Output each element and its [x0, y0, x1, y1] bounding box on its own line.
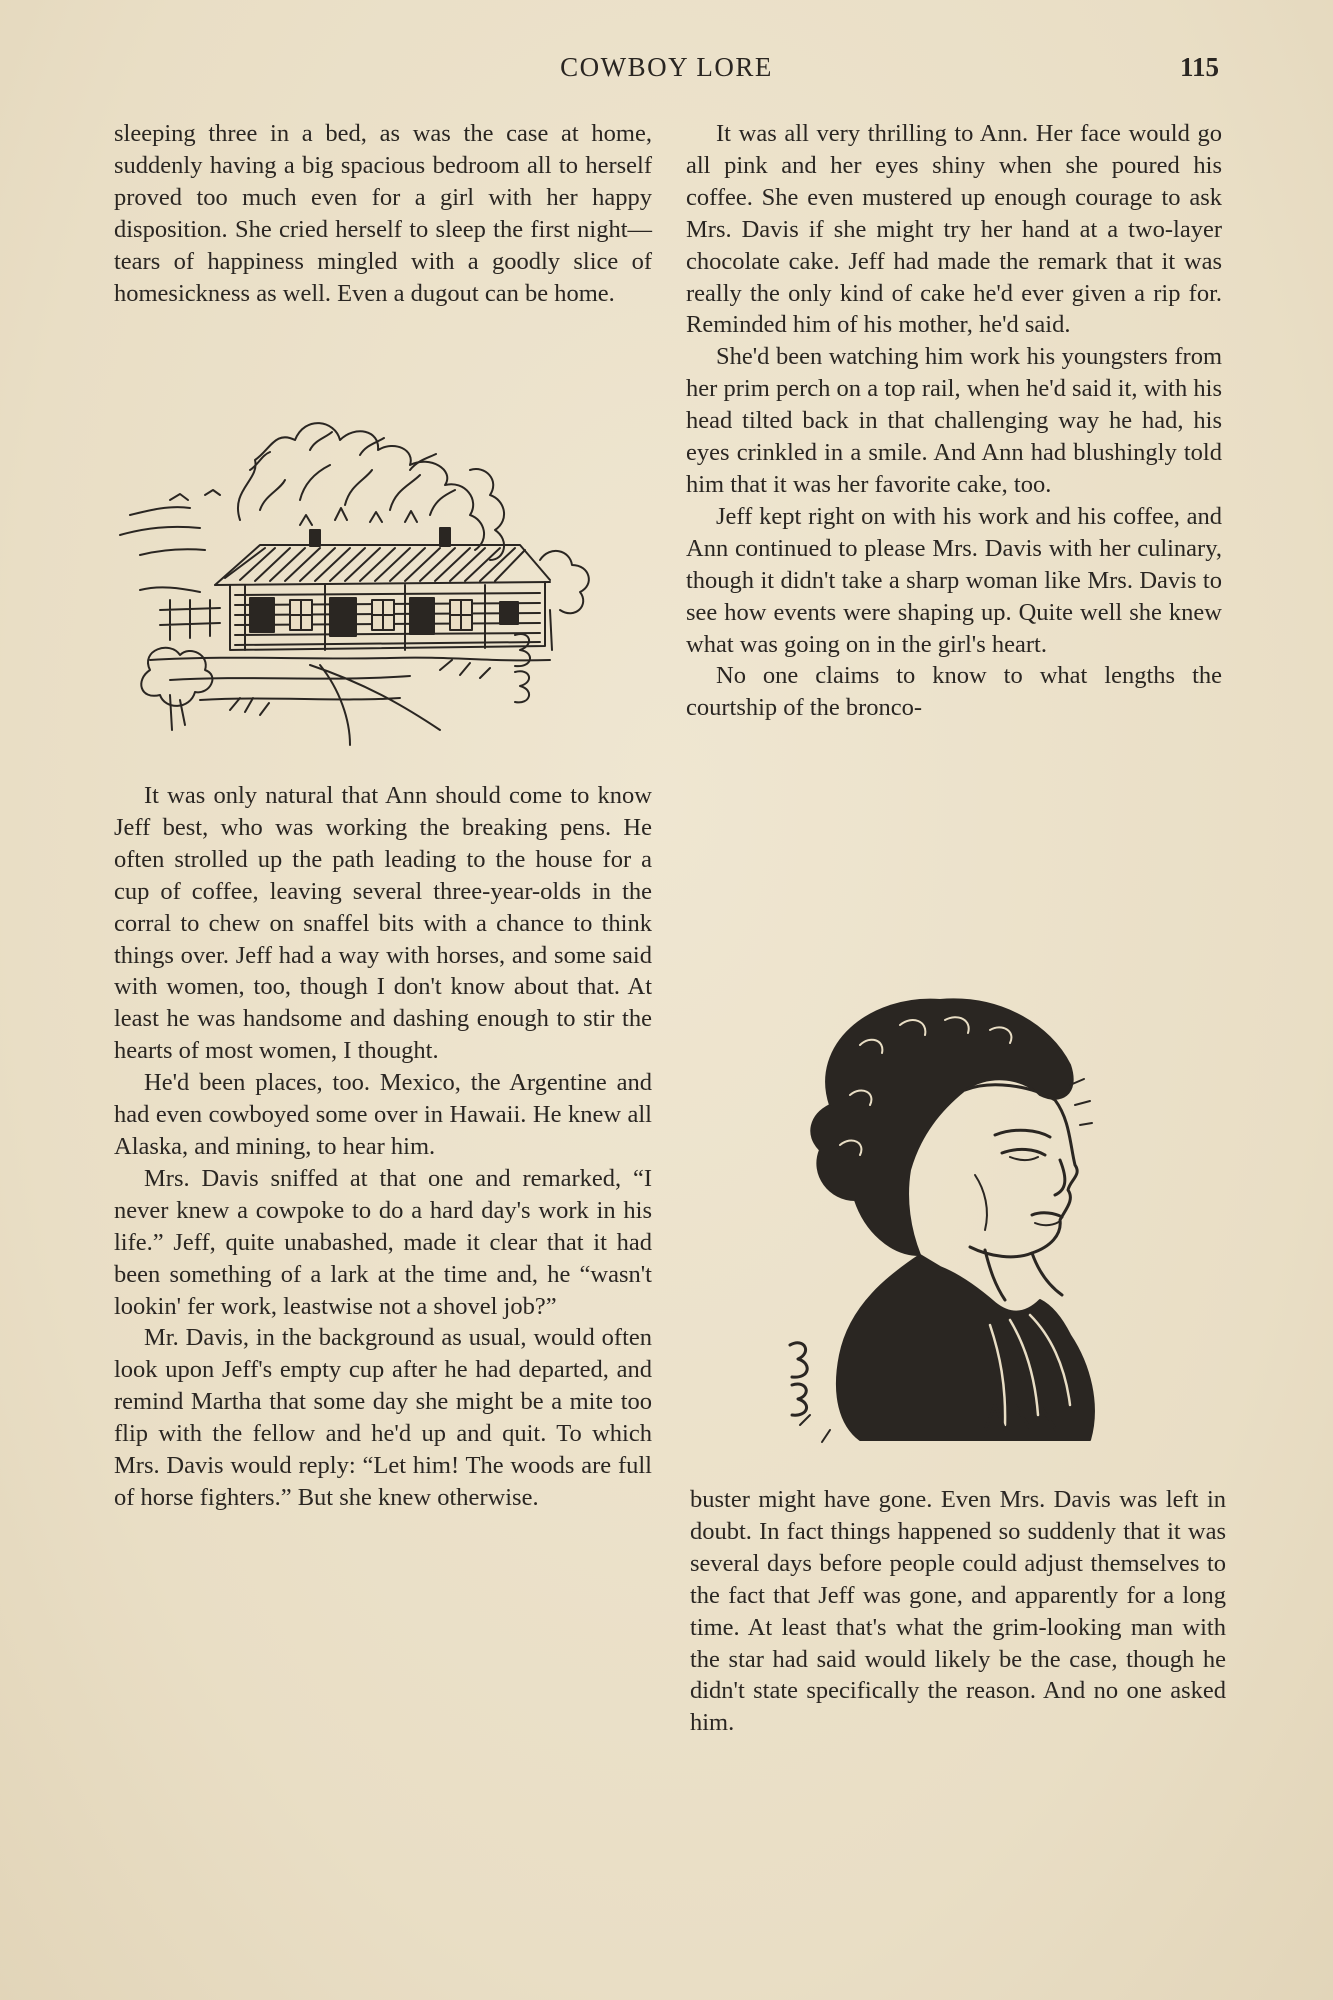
running-head	[0, 52, 1333, 92]
paragraph: She'd been watching him work his youngsters from her prim perch on a top rail, when he'd said it, with his head tilted back in that challenging way he had, his eyes crinkled in a smile. And Ann had blushingly told him that it was her favorite cake, too.	[686, 343, 1222, 498]
paragraph: Jeff kept right on with his work and his coffee, and Ann continued to please Mrs. Davis with her culinary, though it didn't take a sharp woman like Mrs. Davis to see how events were shaping up. Quite well she knew what was going on in the girl's heart.	[686, 502, 1222, 658]
ranch-house-illustration	[110, 410, 640, 750]
right-column-bottom	[690, 1484, 1226, 1739]
paragraph: Mrs. Davis sniffed at that one and remarked, “I never knew a cowpoke to do a hard day's work in his life.” Jeff, quite unabashed, made it clear that it had been something of a lark at the time and, he “wasn't lookin' fer work, leastwise not a shovel job?”	[114, 1164, 652, 1320]
paragraph: It was only natural that Ann should come to know Jeff best, who was working the breaking pens. He often strolled up the path leading to the house for a cup of coffee, leaving several three-year-olds in the corral to chew on snaffel bits with a chance to think things over. Jeff had a way with horses, and some said with women, too, though I don't know about that. At least he was handsome and dashing enough to stir the hearts of most women, I thought.	[114, 782, 652, 1065]
paragraph: No one claims to know to what lengths the courtship of the bronco-	[686, 662, 1222, 722]
paragraph: sleeping three in a bed, as was the case at home, suddenly having a big spacious bedroom all to herself proved too much even for a girl with her happy disposition. She cried herself to sleep the first night—tears of happiness mingled with a goodly slice of homesickness as well. Even a dugout can be home.	[114, 120, 652, 307]
paragraph: Mr. Davis, in the background as usual, would often look upon Jeff's empty cup after he had departed, and remind Martha that some day she might be a mite too flip with the fellow and he'd up and quit. To which Mrs. Davis would reply: “Let him! The woods are full of horse fighters.” But she knew otherwise.	[114, 1324, 652, 1511]
running-title: COWBOY LORE	[560, 52, 773, 82]
left-column-top	[114, 118, 652, 309]
woman-portrait-illustration	[770, 985, 1110, 1455]
right-column-top	[686, 118, 1222, 724]
paragraph: buster might have gone. Even Mrs. Davis was left in doubt. In fact things happened so suddenly that it was several days before people could adjust themselves to the fact that Jeff was gone, and apparently for a long time. At least that's what the grim-looking man with the star had said would likely be the case, though he didn't state specifically the reason. And no one asked him.	[690, 1486, 1226, 1737]
left-column-bottom	[114, 780, 652, 1514]
paragraph: He'd been places, too. Mexico, the Argentine and had even cowboyed some over in Hawaii. He knew all Alaska, and mining, to hear him.	[114, 1069, 652, 1160]
page-number: 115	[1179, 52, 1219, 82]
paragraph: It was all very thrilling to Ann. Her face would go all pink and her eyes shiny when she poured his coffee. She even mustered up enough courage to ask Mrs. Davis if she might try her hand at a two-layer chocolate cake. Jeff had made the remark that it was really the only kind of cake he'd ever given a rip for. Reminded him of his mother, he'd said.	[686, 120, 1222, 339]
